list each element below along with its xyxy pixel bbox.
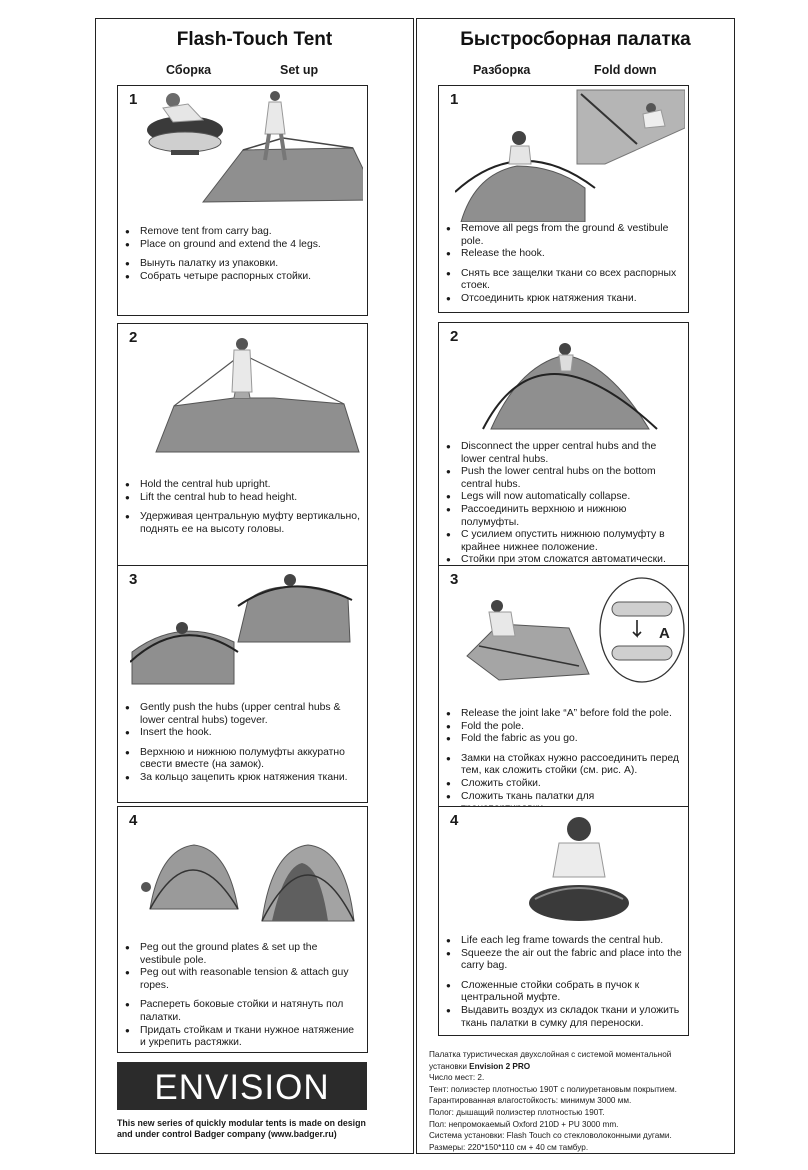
step-number: 1 xyxy=(129,91,138,108)
disconnect-hubs-illustration xyxy=(479,325,679,431)
instruction-ru: ● С усилием опустить нижнюю полумуфту в крайнее нижнее положение. xyxy=(446,529,682,554)
spec-line-model xyxy=(429,1061,729,1073)
instruction-ru: ● Вынуть палатку из упаковки. xyxy=(125,258,361,271)
instruction-ru: ● Сложить стойки. xyxy=(446,778,682,791)
instruction-ru: ● Удерживая центральную муфту вертикально, поднять ее на высоту головы. xyxy=(125,511,361,536)
product-specification xyxy=(429,1049,729,1153)
spec-prefix: установки xyxy=(429,1061,470,1071)
instruction-en: ● Peg out the ground plates & set up the vestibule pole. xyxy=(125,942,361,967)
instruction-en: ● Release the hook. xyxy=(446,248,682,261)
lift-hub-illustration xyxy=(154,334,364,469)
step-instructions xyxy=(446,441,682,567)
step-instructions xyxy=(125,702,361,785)
right-subtitle-ru: Разборка xyxy=(473,63,531,77)
instruction-en: ● Gently push the hubs (upper central hubs & lower central hubs) togever. xyxy=(125,702,361,727)
remove-tent-illustration xyxy=(143,90,363,206)
step-instructions xyxy=(125,942,361,1050)
instruction-en: ● Fold the pole. xyxy=(446,721,682,734)
peg-out-illustration xyxy=(132,827,362,927)
folddown-step-3-card xyxy=(438,565,689,819)
instruction-ru: ● Снять все защелки ткани со всех распорных стоек. xyxy=(446,268,682,293)
left-subtitle-ru: Сборка xyxy=(166,63,212,77)
label-a: A xyxy=(659,625,670,642)
instruction-ru: ● Отсоединить крюк натяжения ткани. xyxy=(446,293,682,306)
pack-bag-illustration xyxy=(519,813,639,931)
step-instructions xyxy=(446,708,682,816)
instruction-ru: ● Замки на стойках нужно рассоединить перед тем, как сложить стойки (см. рис. А). xyxy=(446,753,682,778)
instruction-en: ● Push the lower central hubs on the bottom central hubs. xyxy=(446,466,682,491)
instruction-en: ● Hold the central hub upright. xyxy=(125,479,361,492)
instruction-en: ● Peg out with reasonable tension & attach guy ropes. xyxy=(125,967,361,992)
spec-line: Пол: непромокаемый Oxford 210D + PU 3000 mm. xyxy=(429,1119,619,1129)
instruction-en: ● Insert the hook. xyxy=(125,727,361,740)
setup-step-3-card xyxy=(117,565,368,803)
instruction-ru: ● Придать стойкам и ткани нужное натяжение и укрепить растяжки. xyxy=(125,1025,361,1050)
step-number: 2 xyxy=(129,329,138,346)
step-instructions xyxy=(446,223,682,306)
instruction-en: ● Release the joint lake “A” before fold the pole. xyxy=(446,708,682,721)
step-number: 3 xyxy=(129,571,138,588)
instruction-ru: ● Сложить ткань палатки для xyxy=(446,791,682,816)
left-subtitle-en: Set up xyxy=(280,63,319,77)
instruction-ru: ● Собрать четыре распорных стойки. xyxy=(125,271,361,284)
folddown-step-4-card xyxy=(438,806,689,1036)
instruction-en: ● Life each leg frame towards the central hub. xyxy=(446,935,682,948)
instruction-ru: ● Выдавить воздух из складок ткани и уложить ткань палатки в сумку для переноски. xyxy=(446,1005,682,1030)
folddown-step-2-card xyxy=(438,322,689,570)
instruction-en: ● Remove tent from carry bag. xyxy=(125,226,361,239)
step-number: 4 xyxy=(450,812,459,829)
right-panel xyxy=(416,18,735,1154)
spec-line: Система установки: Flash Touch со стекловолоконными дугами. xyxy=(429,1131,672,1141)
setup-step-4-card xyxy=(117,806,368,1053)
instruction-ru: ● Распереть боковые стойки и натянуть пол палатки. xyxy=(125,999,361,1024)
step-number: 4 xyxy=(129,812,138,829)
left-panel xyxy=(95,18,414,1154)
footer-note: This new series of quickly modular tents is made on design and under control Badger company (www.badger.ru) xyxy=(117,1118,366,1140)
setup-step-2-card xyxy=(117,323,368,569)
left-title: Flash-Touch Tent xyxy=(176,29,333,50)
spec-line: Число мест: 2. xyxy=(429,1073,485,1083)
envision-logo xyxy=(117,1062,367,1110)
right-subtitle-en: Fold down xyxy=(594,63,657,77)
step-instructions xyxy=(125,479,361,536)
spec-line: Палатка туристическая двухслойная с системой моментальной xyxy=(429,1050,672,1059)
push-hubs-illustration xyxy=(130,570,365,688)
instruction-ru: ● Рассоединить верхнюю и нижнюю полумуфты. xyxy=(446,504,682,529)
logo-text: ENVISION xyxy=(154,1068,330,1107)
spec-line: Гарантированная влагостойкость: минимум 3000 мм. xyxy=(429,1096,632,1106)
instruction-ru: ● За кольцо зацепить крюк натяжения ткани. xyxy=(125,772,361,785)
spec-line: Полог: дышащий полиэстер плотностью 190Т. xyxy=(429,1107,605,1117)
right-title: Быстросборная палатка xyxy=(460,29,691,50)
step-number: 1 xyxy=(450,91,459,108)
spec-line: Размеры: 220*150*110 см + 40 см тамбур. xyxy=(429,1142,589,1152)
folddown-step-1-card xyxy=(438,85,689,313)
instruction-en: ● Disconnect the upper central hubs and the lower central hubs. xyxy=(446,441,682,466)
instruction-en: ● Legs will now automatically collapse. xyxy=(446,491,682,504)
fold-pole-illustration xyxy=(459,576,687,686)
setup-step-1-card xyxy=(117,85,368,316)
instruction-ru: ● Верхнюю и нижнюю полумуфты аккуратно свести вместе (на замок). xyxy=(125,747,361,772)
model-name: Envision 2 PRO xyxy=(469,1061,531,1071)
step-number: 2 xyxy=(450,328,459,345)
instruction-en: ● Place on ground and extend the 4 legs. xyxy=(125,239,361,252)
instruction-en: ● Squeeze the air out the fabric and place into the carry bag. xyxy=(446,948,682,973)
step-number: 3 xyxy=(450,571,459,588)
instruction-ru: ● Сложенные стойки собрать в пучок к центральной муфте. xyxy=(446,980,682,1005)
spec-line: Тент: полиэстер плотностью 190Т с полиуретановым покрытием. xyxy=(429,1084,677,1094)
step-instructions xyxy=(125,226,361,283)
remove-pegs-illustration xyxy=(455,88,685,222)
instruction-en: ● Fold the fabric as you go. xyxy=(446,733,682,746)
instruction-ru: ● Стойки при этом сложатся автоматически. xyxy=(446,554,682,567)
instruction-en: ● Remove all pegs from the ground & vestibule pole. xyxy=(446,223,682,248)
instruction-en: ● Lift the central hub to head height. xyxy=(125,492,361,505)
step-instructions xyxy=(446,935,682,1030)
